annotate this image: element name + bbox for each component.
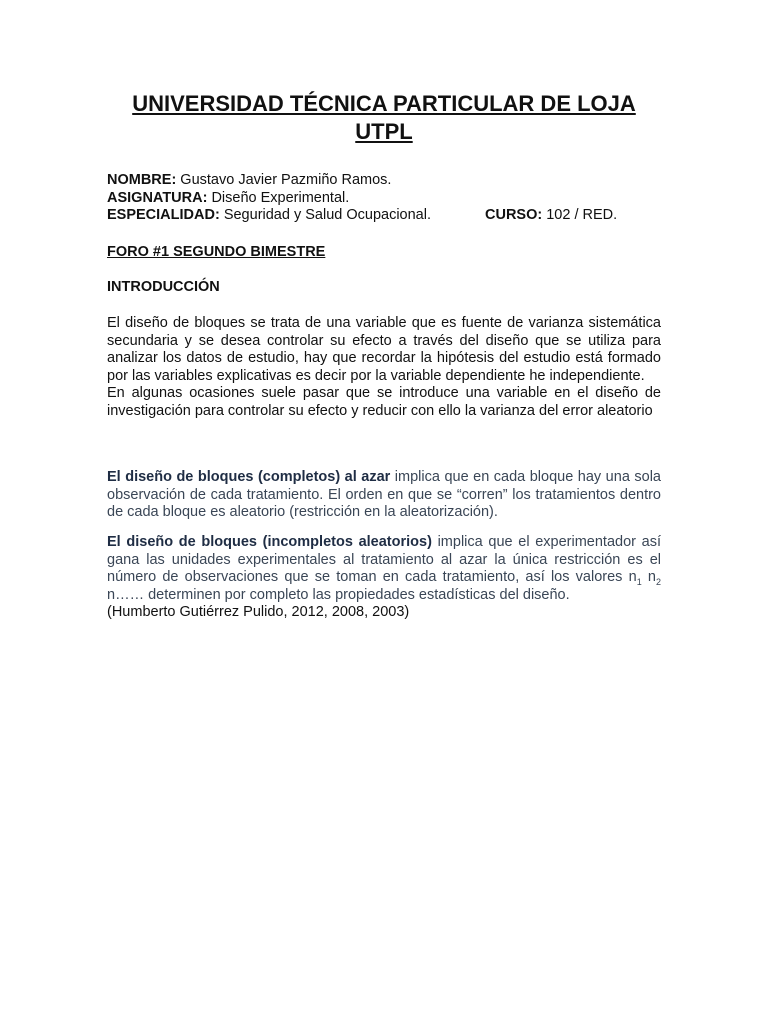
n2-symbol: $n_2$ (647, 569, 662, 587)
curso-value: 102 / RED. (542, 207, 618, 223)
student-info (107, 172, 667, 225)
citation: (Humberto Gutiérrez Pulido, 2012, 2008, 2003) (107, 604, 410, 620)
curso-label: CURSO: (485, 207, 543, 223)
especialidad-value: Seguridad y Salud Ocupacional. (219, 207, 431, 223)
title-line-2: UTPL (355, 119, 413, 144)
especialidad-label: ESPECIALIDAD: (107, 207, 220, 223)
especialidad-row (107, 207, 667, 225)
paragraph-1: El diseño de bloques se trata de una variable que es fuente de varianza sistemática secundaria y se desea controlar su efecto a través del diseño que se utiliza para analizar los datos de estudio, hay que recordar la hipótesis del estudio está formado por las variables explicativas es decir por la variable dependiente he independiente. (107, 315, 661, 384)
document-title (100, 90, 668, 146)
nombre-label: NOMBRE: (107, 172, 177, 188)
paragraph-3 (107, 469, 661, 522)
title-line-1: UNIVERSIDAD TÉCNICA PARTICULAR DE LOJA (132, 91, 636, 116)
nombre-row (107, 172, 667, 190)
intro-paragraphs (107, 315, 661, 420)
curso-field (485, 207, 617, 225)
paragraph-3-term: El diseño de bloques (completos) al azar (107, 469, 391, 485)
paragraph-4-text-2: n…… determinen por completo las propiedades estadísticas del diseño. (107, 586, 570, 603)
foro-heading: FORO #1 SEGUNDO BIMESTRE (107, 244, 326, 260)
paragraph-3-text: implica que en cada bloque hay una sola observación de cada tratamiento. El orden en que se “corren” los tratamientos dentro de cada bloque es aleatorio (restricción en la aleatorización). (107, 469, 661, 520)
n1-symbol: $n_1$ (628, 569, 642, 587)
paragraph-4-text: implica que el experimentador así gana las unidades experimentales al tratamiento al azar la única restricción es el número de observaciones que se toman en cada tratamiento, así los valores (107, 534, 661, 585)
asignatura-value: Diseño Experimental. (207, 189, 350, 206)
asignatura-row (107, 190, 667, 208)
paragraph-4-term: El diseño de bloques (incompletos aleatorios) (107, 534, 432, 550)
asignatura-label: ASIGNATURA: (107, 189, 208, 206)
nombre-value: Gustavo Javier Pazmiño Ramos. (176, 172, 392, 188)
intro-heading: INTRODUCCIÓN (107, 279, 220, 295)
paragraph-4 (107, 534, 661, 622)
paragraph-2: En algunas ocasiones suele pasar que se introduce una variable en el diseño de investigación para controlar su efecto y reducir con ello la varianza del error aleatorio (107, 385, 661, 419)
